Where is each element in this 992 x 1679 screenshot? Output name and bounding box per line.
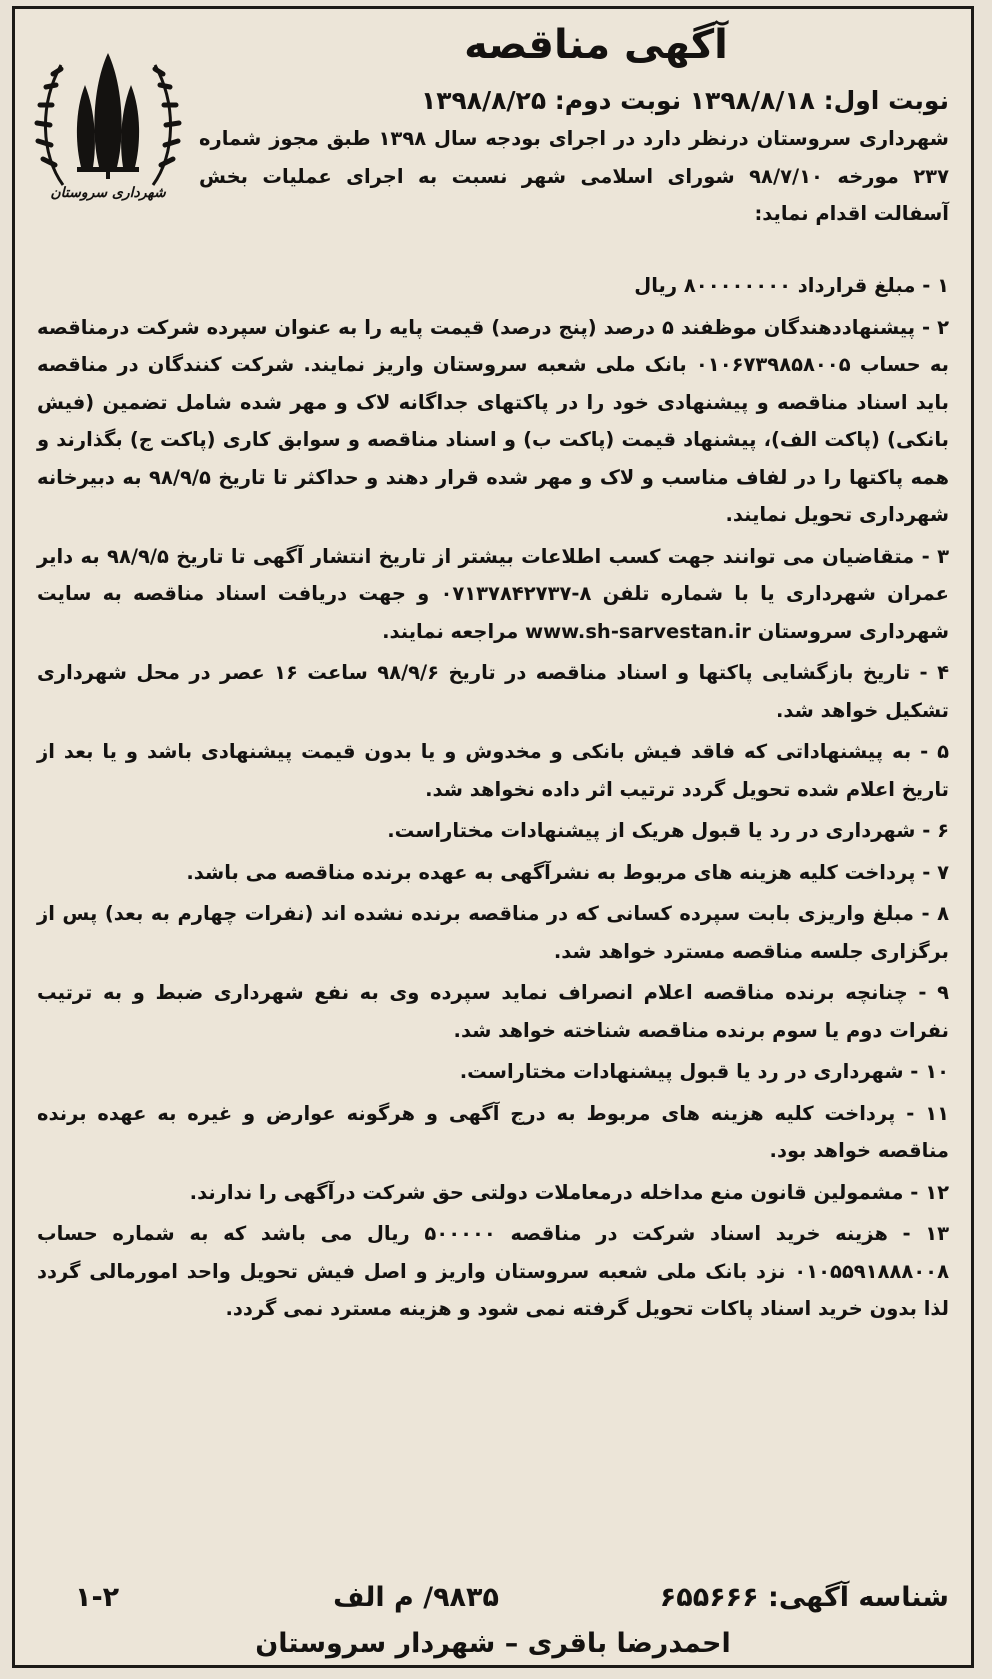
mayor-signature: احمدرضا باقری – شهردار سروستان — [255, 1628, 731, 1659]
notice-item: ۸ - مبلغ واریزی بابت سپرده کسانی که در مناقصه برنده نشده اند (نفرات چهارم به بعد) پس از برگزاری جلسه مناقصه مسترد خواهد شد. — [37, 902, 949, 963]
notice-item: ۴ - تاریخ بازگشایی پاکتها و اسناد مناقصه در تاریخ ۹۸/۹/۶ ساعت ۱۶ عصر در محل شهرداری تشکیل خواهد شد. — [37, 661, 949, 722]
notice-footer — [75, 1575, 949, 1621]
notice-items — [37, 267, 949, 1328]
notice-item: ۶ - شهرداری در رد یا قبول هریک از پیشنهادات مختاراست. — [387, 819, 949, 842]
ad-identifier: شناسه آگهی: ۶۵۵۶۶۶ — [659, 1582, 949, 1613]
logo-text: شهرداری سروستان — [50, 185, 166, 201]
notice-intro: شهرداری سروستان درنظر دارد در اجرای بودجه سال ۱۳۹۸ طبق مجوز شماره ۲۳۷ مورخه ۹۸/۷/۱۰ شورای اسلامی شهر نسبت به اجرای عملیات بخش آسفالت اقدام نماید: — [199, 127, 949, 225]
notice-item: ۹ - چنانچه برنده مناقصه اعلام انصراف نماید سپرده وی به نفع شهرداری ضبط و به ترتیب نفرات دوم یا سوم برنده مناقصه شناخته خواهد شد. — [37, 981, 949, 1042]
notice-item: ۲ - پیشنهاددهندگان موظفند ۵ درصد (پنج درصد) قیمت پایه را به عنوان سپرده شرکت درمناقصه به حساب ۰۱۰۶۷۳۹۸۵۸۰۰۵ بانک ملی شعبه سروستان واریز نمایند. شرکت کنندگان در مناقصه باید اسناد مناقصه و پیشنهادی خود را در پاکتهای جداگانه لاک و مهر شده شامل تضمین (فیش بانکی) (پاکت الف)، پیشنهاد قیمت (پاکت ب) و اسناد مناقصه و سوابق کاری (پاکت ج) بگذارند و همه پاکتها را در لفاف مناسب و لاک و مهر شده قرار دهند و حداکثر تا تاریخ ۹۸/۹/۵ به دبیرخانه شهرداری تحویل نمایند. — [37, 315, 949, 526]
publication-dates: نوبت اول: ۱۳۹۸/۸/۱۸ نوبت دوم: ۱۳۹۸/۸/۲۵ — [421, 86, 949, 115]
notice-item: ۵ - به پیشنهاداتی که فاقد فیش بانکی و مخدوش و یا بدون قیمت پیشنهادی باشد و یا بعد از تاریخ اعلام شده تحویل گردد ترتیب اثر داده نخواهد شد. — [37, 740, 949, 801]
notice-item: ۱ - مبلغ قرارداد ۸۰۰۰۰۰۰۰۰ ریال — [634, 274, 949, 297]
notice-frame — [12, 6, 974, 1668]
notice-item: ۷ - پرداخت کلیه هزینه های مربوط به نشرآگهی به عهده برنده مناقصه می باشد. — [186, 860, 949, 884]
reference-code: ۹۸۳۵/ م الف — [333, 1582, 499, 1613]
municipality-logo — [33, 35, 183, 215]
notice-item: ۱۰ - شهرداری در رد یا قبول پیشنهادات مختاراست. — [459, 1060, 949, 1083]
notice-item: ۳ - متقاضیان می توانند جهت کسب اطلاعات بیشتر از تاریخ انتشار آگهی تا تاریخ ۹۸/۹/۵ به دایر عمران شهرداری یا با شماره تلفن ۸-۰۷۱۳۷۸۴۲۷۳۷ و جهت دریافت اسناد مناقصه به سایت شهرداری سروستان www.sh-sarvestan.ir مراجعه نمایند. — [37, 544, 949, 643]
page-reference: ۱-۲ — [75, 1582, 120, 1613]
notice-item: ۱۱ - پرداخت کلیه هزینه های مربوط به درج آگهی و هرگونه عوارض و غیره به عهده برنده مناقصه خواهد بود. — [37, 1101, 949, 1162]
notice-item: ۱۳ - هزینه خرید اسناد شرکت در مناقصه ۵۰۰۰۰۰ ریال می باشد که به شماره حساب ۰۱۰۵۵۹۱۸۸۸۰۰۸ نزد بانک ملی شعبه سروستان واریز و اصل فیش تحویل واحد امورمالی گردد لذا بدون خرید اسناد پاکات تحویل گرفته نمی شود و هزینه مسترد نمی گردد. — [37, 1222, 949, 1320]
notice-item: ۱۲ - مشمولین قانون منع مداخله درمعاملات دولتی حق شرکت درآگهی را ندارند. — [189, 1180, 949, 1204]
notice-title: آگهی مناقصه — [464, 22, 728, 68]
